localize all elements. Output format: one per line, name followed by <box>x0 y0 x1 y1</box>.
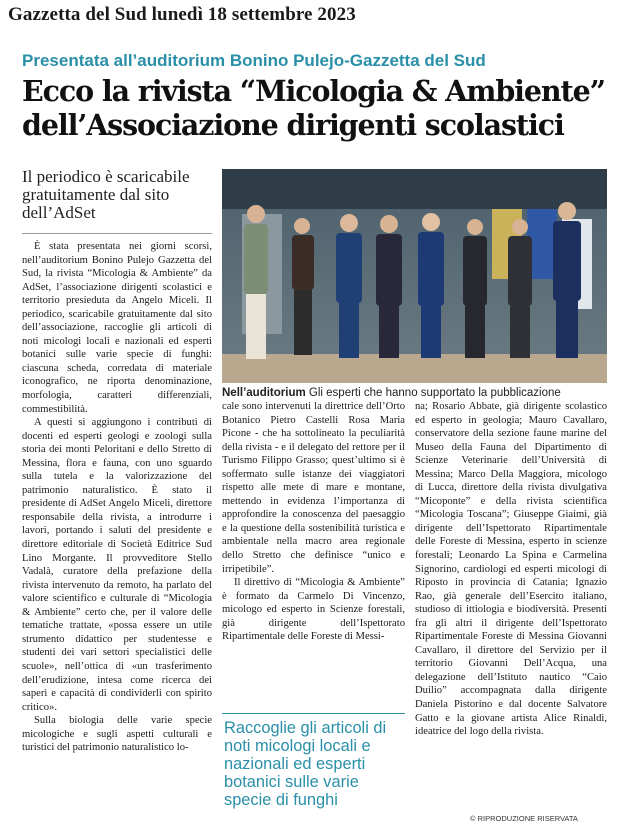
paragraph: È stata presentata nei giorni scorsi, nell’auditorium Bonino Pulejo Gazzetta del Sud, la rivista “Micologia & Ambiente” da AdSet, l’associazione dirigenti scolastici e territorio presieduta da Angelo Miceli. Il periodico, scaricabile gratuitamente dal sito dell’associazione, raccoglie gli articoli di noti micologi locali e nazionali ed esperti botanici sulle varie specie di funghi: ciascuna scheda, corredata di materiale iconografico, ne riporta denominazione, morfologia, caratteri differenziali, commestibilità. <box>22 241 212 415</box>
article-column-1 <box>22 240 212 755</box>
group-photo-illustration <box>222 169 607 383</box>
subhead: Il periodico è scaricabile gratuitamente dal sito dell’AdSet <box>22 167 190 222</box>
pullquote: Raccoglie gli articoli di noti micologi locali e nazionali ed esperti botanici sulle varie specie di funghi <box>224 719 387 809</box>
masthead: Gazzetta del Sud lunedì 18 settembre 2023 <box>8 4 356 25</box>
paragraph: na; Rosario Abbate, già dirigente scolastico ed esperto in geologia; Mauro Cavallaro, conservatore della sezione faune marine del Museo della Fauna del Dipartimento di Scienze Veterinarie dell’Università di Messina; Marco Della Maggiora, micologo di Lucca, direttore della rivista divulgativa “Micoponte” e della rivista scientifica “Micologia Toscana”; Giuseppe Giaimi, già dirigente dell’Ispettorato Ripartimentale delle Foreste di Messina, esperto in scienze forestali; Leonardo La Spina e Carmelina Signorino, cardiologi ed esperti micologi di Riposto in provincia di Catania; Ignazio Rao, già generale dell’Esercito italiano, studioso di ittiologia e biodiversità. Presenti fra gli altri il dirigente dell’Ispettorato Ripartimentale Foreste di Messina Giovanni Cavallaro, il direttore del Servizio per il territorio Giovanni Dell’Acqua, una delegazione dell’Istituto nautico “Caio Duilio” accompagnata dalla dirigente Daniela Pistorino e dal docente Salvatore Gatto e la giovane artista Alice Rinaldi, ideatrice del logo della rivista. <box>415 401 607 738</box>
article-column-2 <box>222 400 405 644</box>
pullquote-rule <box>222 713 405 714</box>
kicker: Presentata all’auditorium Bonino Pulejo-Gazzetta del Sud <box>22 51 486 70</box>
headline: Ecco la rivista “Micologia & Ambiente” dell’Associazione dirigenti scolastici <box>22 74 605 142</box>
paragraph: A questi si aggiungono i contributi di docenti ed esperti geologi e zoologi sulla storia dei monti Peloritani e dello Stretto di Messina, flora e fauna, con uno sguardo sulla tutela e la valorizzazione del patrimonio naturalistico. È stato il presidente di AdSet Angelo Miceli, direttore responsabile della rivista, a introdurre i lavori, portando i saluti del presidente e direttore editoriale di Società Editrice Sud Lino Morgante. Il provveditore Stello Vadalà, curatore della prefazione della rivista intervenuto da remoto, ha parlato del valore scientifico e culturale di “Micologia & Ambiente” certo che, per il valore delle tematiche trattate, «possa essere un utile strumento didattico per studentesse e studenti dei vari settori specialistici delle scuole», nell’ottica di «un trasferimento dell’erudizione, intesa come ricerca dei saperi e capacità di condividerli con spirito critico». <box>22 417 212 713</box>
copyright-notice: © RIPRODUZIONE RISERVATA <box>470 814 578 823</box>
subhead-divider <box>22 233 212 234</box>
paragraph: Sulla biologia delle varie specie micologiche e sugli aspetti culturali e turistici del patrimonio naturalistico lo- <box>22 715 212 754</box>
photo-caption <box>222 387 607 399</box>
group-photo <box>222 169 607 383</box>
caption-text: Gli esperti che hanno supportato la pubblicazione <box>308 387 561 399</box>
article-column-3 <box>415 400 607 739</box>
caption-label: Nell’auditorium <box>222 387 306 399</box>
paragraph: Il direttivo di “Micologia & Ambiente” è formato da Carmelo Di Vincenzo, micologo ed esperto in Scienze forestali, già dirigente dell’Ispettorato Ripartimentale delle Foreste di Messi- <box>222 577 405 643</box>
paragraph: cale sono intervenuti la direttrice dell’Orto Botanico Pietro Castelli Rosa Maria Picone - che ha sottolineato la peculiarità della rivista - e il delegato del rettore per il Turismo Filippo Grasso; quest’ultimo si è soffermato sulle istanze dei viaggiatori rispetto alle mete di mare e montane, mettendo in evidenza l’importanza di approfondire la conoscenza del paesaggio e la questione della sostenibilità turistica e ambientale nella macro area regionale dello Stretto che definisce “unico e irripetibile”. <box>222 401 405 575</box>
